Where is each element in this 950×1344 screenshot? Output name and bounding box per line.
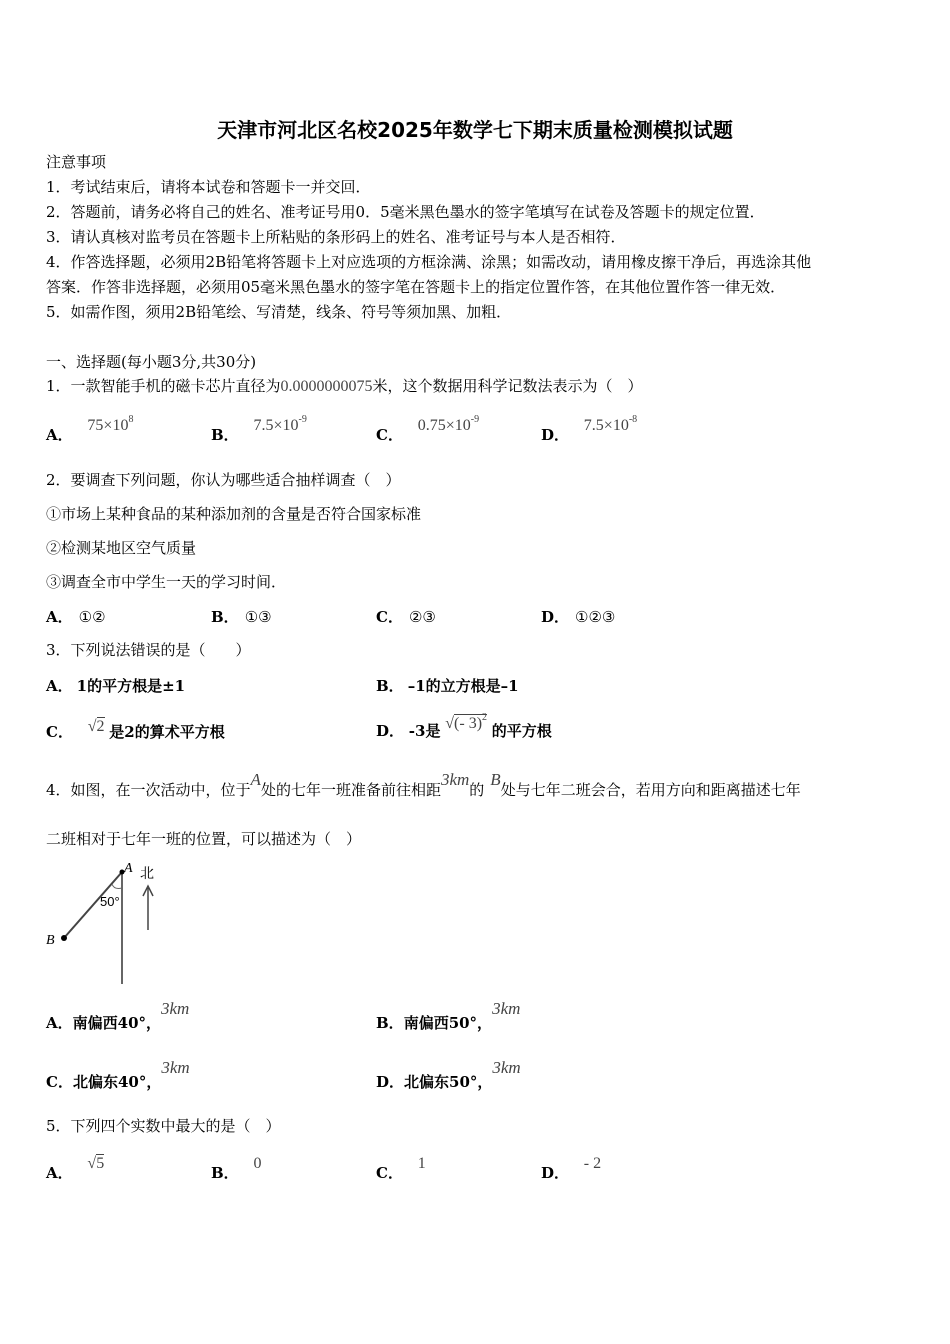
option-label: C． (376, 426, 403, 444)
option-label: B． (211, 1164, 239, 1182)
option-label: B． (211, 608, 239, 626)
option-label: A． (46, 1164, 73, 1182)
q5-option-a[interactable] (46, 1152, 105, 1182)
option-value: $7.5\times 10^{-9}$ (253, 414, 307, 434)
option-value: 的平方根 (491, 722, 552, 740)
q2-item: ②检测某地区空气质量 (46, 539, 197, 557)
q4-option-c[interactable] (46, 1057, 190, 1091)
label-b: B (46, 933, 55, 948)
option-label: B． (211, 426, 239, 444)
q3-option-c[interactable] (46, 715, 225, 741)
option-value: 北偏东40°， (72, 1073, 162, 1091)
option-value: ①③ (244, 608, 272, 626)
option-value: $7.5\times 10^{-8}$ (583, 414, 638, 434)
option-distance: 3km (161, 999, 190, 1018)
q2-item: ①市场上某种食品的某种添加剂的含量是否符合国家标准 (46, 505, 422, 523)
q4-option-b[interactable] (376, 998, 521, 1032)
option-label: C． (46, 1073, 73, 1091)
question-2-stem: 2．要调查下列问题，你认为哪些适合抽样调查（ ） (46, 471, 401, 489)
q1-option-a[interactable] (46, 414, 134, 444)
notice-item: 5．如需作图，须用2B铅笔绘、写清楚，线条、符号等须加黑、加粗． (46, 303, 512, 321)
notice-item: 4．作答选择题，必须用2B铅笔将答题卡上对应选项的方框涂满、涂黑；如需改动，请用橡皮擦干净后，再选涂其他 (46, 253, 812, 271)
option-label: B． (376, 1014, 404, 1032)
point-b (61, 935, 67, 941)
option-value: 1的平方根是±1 (76, 677, 186, 695)
q4-option-d[interactable] (376, 1057, 521, 1091)
q2-item: ③调查全市中学生一天的学习时间． (46, 573, 287, 591)
option-label: D． (541, 426, 570, 444)
option-label: D． (376, 722, 405, 740)
option-label: D． (541, 1164, 570, 1182)
option-value: - 2 (583, 1155, 602, 1172)
option-value: ②③ (408, 608, 436, 626)
label-angle: 50° (100, 894, 120, 909)
option-label: C． (46, 723, 73, 741)
label-north: 北 (140, 866, 154, 882)
option-distance: 3km (492, 1058, 521, 1077)
angle-arc (112, 884, 122, 889)
option-value: 南偏西50°， (403, 1014, 493, 1032)
sqrt-expression: √5 (87, 1155, 105, 1172)
option-value: 南偏西40°， (72, 1014, 162, 1032)
option-label: A． (46, 677, 73, 695)
notice-item: 1．考试结束后，请将本试卷和答题卡一并交回． (46, 178, 371, 196)
notice-item: 3．请认真核对监考员在答题卡上所粘贴的条形码上的姓名、准考证号与本人是否相符． (46, 228, 626, 246)
q5-option-b[interactable] (211, 1152, 262, 1182)
q2-option-c[interactable] (376, 606, 436, 627)
sqrt-expression: √(- 3)$^2$ (445, 712, 488, 732)
direction-diagram (40, 858, 170, 988)
option-label: B． (376, 677, 404, 695)
notice-heading: 注意事项 (46, 153, 107, 171)
q2-option-d[interactable] (541, 606, 615, 627)
option-value: ①②③ (575, 608, 616, 626)
question-5-stem: 5．下列四个实数中最大的是（ ） (46, 1117, 281, 1135)
option-distance: 3km (161, 1058, 190, 1077)
q1-option-d[interactable] (541, 414, 638, 444)
option-label: A． (46, 426, 73, 444)
option-label: C． (376, 1164, 403, 1182)
q3-option-a[interactable] (46, 675, 185, 696)
question-3-stem: 3．下列说法错误的是（ ） (46, 641, 251, 659)
option-distance: 3km (492, 999, 521, 1018)
q1-option-c[interactable] (376, 414, 480, 444)
q3-option-b[interactable] (376, 675, 519, 696)
option-label: D． (376, 1073, 405, 1091)
question-4-stem: 4．如图，在一次活动中，位于A处的七年一班准备前往相距3km的B处与七年二班会合，若用方向和距离描述七年 (46, 770, 801, 799)
question-1-stem (46, 376, 643, 397)
option-value: 北偏东50°， (404, 1073, 493, 1091)
option-value: $75\times 10^8$ (87, 414, 134, 434)
q1-number: 0.0000000075 (280, 378, 373, 395)
page-title: 天津市河北区名校2025年数学七下期末质量检测模拟试题 (217, 118, 733, 142)
option-label: C． (376, 608, 403, 626)
option-value: –1的立方根是–1 (407, 677, 519, 695)
q2-option-a[interactable] (46, 606, 106, 627)
option-value: 0 (253, 1155, 262, 1172)
option-value: -3是 (408, 722, 441, 740)
option-value: $0.75\times 10^{-9}$ (417, 414, 480, 434)
label-a: A (124, 861, 133, 876)
option-value: ①② (78, 608, 106, 626)
option-label: A． (46, 608, 73, 626)
notice-item: 答案．作答非选择题，必须用05毫米黑色墨水的签字笔在答题卡上的指定位置作答，在其他位置作答一律无效． (46, 278, 786, 296)
q5-option-d[interactable] (541, 1152, 602, 1182)
option-label: D． (541, 608, 570, 626)
q1-pre: 1．一款智能手机的磁卡芯片直径为 (46, 377, 281, 395)
q1-post: 米，这个数据用科学记数法表示为（ ） (372, 377, 643, 395)
q1-option-b[interactable] (211, 414, 307, 444)
q3-option-d[interactable] (376, 712, 552, 740)
notice-item: 2．答题前，请务必将自己的姓名、准考证号用0．5毫米黑色墨水的签字笔填写在试卷及答题卡的规定位置． (46, 203, 765, 221)
option-label: A． (46, 1014, 73, 1032)
option-value: 是2的算术平方根 (109, 723, 225, 741)
sqrt-expression: √2 (87, 718, 105, 735)
question-4-line2: 二班相对于七年一班的位置，可以描述为（ ） (46, 830, 362, 848)
option-value: 1 (417, 1155, 426, 1172)
q5-option-c[interactable] (376, 1152, 426, 1182)
section-heading: 一、选择题(每小题3分,共30分) (46, 353, 257, 371)
q2-option-b[interactable] (211, 606, 272, 627)
q4-option-a[interactable] (46, 998, 190, 1032)
